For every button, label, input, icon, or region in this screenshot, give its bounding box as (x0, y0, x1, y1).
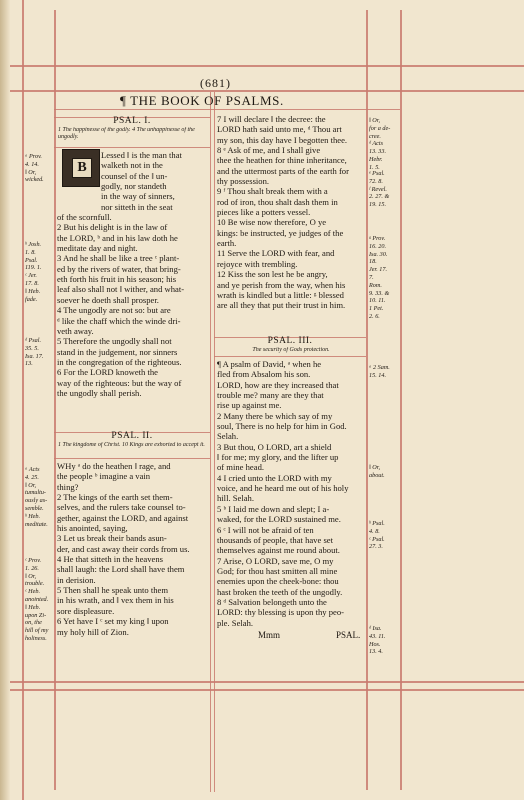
margin-note-line: 1. 26. (25, 564, 39, 572)
margin-note-line: ᵃ 2 Sam. (369, 364, 390, 371)
margin-note-line: anointed. (25, 595, 49, 603)
text-line: 2 Many there be which say of my (217, 410, 333, 421)
margin-note-line: 10. 11. (369, 297, 386, 305)
text-line: 8 ᵈ Salvation belongeth unto the (217, 596, 327, 607)
margin-note (369, 464, 400, 480)
text-line: in derision. (57, 574, 96, 585)
margin-note-line: on, the (25, 619, 42, 627)
text-line: shall laugh: the Lord shall have them (57, 564, 185, 575)
psalm3-heading: PSAL. III. (267, 336, 313, 346)
text-line: ‖ for me; my glory, and the lifter up (217, 452, 339, 463)
text-line: eth forth his fruit in his season; his (57, 274, 177, 285)
psalm1-heading: PSAL. I. (113, 116, 151, 126)
margin-note-line: ᶠ Revel. (369, 185, 387, 193)
text-line: hast broken the teeth of the ungodly. (217, 586, 343, 597)
rule-horizontal-top-b (10, 90, 524, 92)
margin-note (369, 170, 400, 209)
text-line: in the way of sinners, (101, 191, 175, 202)
text-line: way of the righteous: but the way of (57, 377, 182, 388)
margin-note-line: 19. 15. (369, 201, 387, 209)
margin-note (369, 117, 400, 172)
text-line: in his wrath, and ‖ vex them in his (57, 595, 174, 606)
text-line: 4 The ungodly are not so: but are (57, 305, 171, 316)
text-line: ple. Selah. (217, 617, 254, 628)
margin-note-line: 1. 5. (369, 163, 380, 171)
margin-note-line: holiness. (25, 634, 47, 642)
margin-note-line: 2. 6. (369, 312, 380, 320)
book-title: ¶ THE BOOK OF PSALMS. (120, 93, 284, 108)
psalm1-text (57, 150, 209, 398)
margin-note-line: ᵇ Psal. (369, 520, 385, 527)
margin-note (369, 364, 400, 380)
psalm2-continued-text (217, 114, 365, 311)
psalm2-text (57, 461, 209, 637)
rule-horizontal-head (54, 109, 400, 110)
margin-note-line: ‖ Or, (25, 481, 37, 489)
text-line: 5 Then shall he speak unto them (57, 585, 169, 596)
text-line: selves, and the rulers take counsel to- (57, 502, 186, 513)
margin-note-line: for a de- (369, 124, 391, 132)
text-line: thousands of people, that have set (217, 534, 333, 545)
text-line: 5 Therefore the ungodly shall not (57, 336, 172, 347)
margin-note-line: about. (369, 471, 385, 479)
rule-horizontal-bottom-b (10, 689, 524, 691)
margin-note-line: 16. 20. (369, 242, 387, 250)
text-line: nor sitteth in the seat (101, 201, 173, 212)
margin-note-line: 4. 8. (369, 527, 380, 535)
margin-note-line: hill of my (25, 627, 49, 635)
text-line: 3 But thou, O LORD, art a shield (217, 441, 332, 452)
text-line: 10 Be wise now therefore, O ye (217, 217, 327, 228)
margin-note-line: semble. (25, 504, 44, 512)
text-line: Lessed ‖ is the man that (101, 150, 182, 160)
margin-note-line: ᶜ Psal. (369, 535, 385, 543)
margin-note-line: 4. 14. (25, 160, 39, 168)
text-line: fled from Absalom his son. (217, 369, 311, 380)
text-line: rod of iron, thou shalt dash them in (217, 196, 338, 207)
margin-note-line: 35. 5. (25, 344, 39, 352)
text-line: kings: be instructed, ye judges of the (217, 227, 344, 238)
margin-note-line: Hos. (369, 640, 381, 648)
signature-mark: Mmm (258, 630, 281, 640)
text-line: 5 ᵇ I laid me down and slept; I a- (217, 503, 330, 514)
margin-note-line: 15. 14. (369, 371, 387, 379)
margin-note-line: 13. (25, 360, 33, 368)
margin-note (25, 153, 54, 184)
margin-note (25, 466, 54, 528)
margin-note-line: cree. (369, 132, 381, 140)
text-line: meditate day and night. (57, 243, 138, 254)
text-line: gether, against the LORD, and against (57, 512, 189, 523)
rule-psalm1-bottom (54, 147, 210, 148)
margin-note-line: 4. 25. (25, 473, 39, 481)
text-line: 3 Let us break their bands asun- (57, 533, 167, 544)
text-line: stand in the judgement, nor sinners (57, 346, 178, 357)
psalm3-summary: The security of Gods protection. (252, 347, 330, 353)
text-line: and ye perish from the way, when his (217, 279, 346, 290)
margin-note-line: ᵈ Acts (369, 140, 384, 148)
text-line: der, and cast away their cords from us. (57, 543, 190, 554)
text-line: rejoyce with trembling. (217, 258, 298, 269)
margin-note-line: 119. 1. (25, 264, 42, 272)
margin-note-line: ᵃ Acts (25, 466, 40, 473)
margin-note-line: ᶜ Heb. (25, 588, 41, 596)
text-line: earth. (217, 238, 237, 249)
text-line: veth away. (57, 325, 94, 336)
text-line: 11 Serve the LORD with fear, and (217, 248, 335, 259)
margin-note-line: ‖ Or, (25, 572, 37, 580)
margin-note-line: 17. 8. (25, 279, 39, 287)
text-line: in the congregation of the righteous. (57, 356, 182, 367)
margin-note-line: meditate. (25, 520, 48, 528)
margin-note-line: ᵍ Prov. (369, 235, 386, 242)
text-line: 12 Kiss the son lest he be angry, (217, 269, 328, 280)
text-line: 3 And he shall be like a tree ᶜ plant- (57, 253, 180, 264)
margin-note (369, 235, 400, 321)
text-line: 6 ᶜ I will not be afraid of ten (217, 524, 314, 535)
margin-note (369, 520, 400, 551)
margin-note-line: Isa. 17. (25, 352, 44, 360)
text-line: the LORD, ᵇ and in his law doth he (57, 232, 178, 243)
text-line: and the uttermost parts of the earth for (217, 165, 349, 176)
text-line: leaf also shall not ‖ wither, and what- (57, 284, 185, 295)
text-line: 6 For the LORD knoweth the (57, 367, 158, 378)
text-line: pieces like a potters vessel. (217, 207, 311, 218)
text-line: LORD: thy blessing is upon thy peo- (217, 607, 344, 618)
margin-note-line: ᶜ Prov. (25, 557, 42, 564)
page-number: (681) (200, 76, 231, 90)
margin-note-line: ‖ Heb. (25, 287, 41, 295)
margin-note (25, 241, 54, 303)
text-line: WHy ᵃ do the heathen ‖ rage, and (57, 461, 171, 471)
margin-note-line: ‖ Or, (369, 464, 381, 471)
text-line: my holy hill of Zion. (57, 626, 129, 637)
margin-note-line: ‖ Or, (25, 168, 37, 176)
rule-psalm2-bottom (54, 458, 210, 459)
margin-note-line: trouble. (25, 580, 45, 588)
text-line: of mine head. (217, 462, 265, 473)
margin-note-line: ᵈ Psal. (25, 337, 42, 344)
margin-note-line: ‖ Heb. (25, 603, 41, 611)
text-line: sore displeasure. (57, 605, 115, 616)
text-line: the ungodly shall perish. (57, 387, 142, 398)
text-line: thy possession. (217, 176, 270, 187)
margin-note-line: ᵇ Josh. (25, 241, 42, 248)
text-line: rise up against me. (217, 400, 282, 411)
margin-note (25, 337, 54, 368)
text-line: walketh not in the (101, 160, 163, 171)
text-line: 4 I cried unto the LORD with my (217, 472, 332, 483)
text-line: God; for thou hast smitten all mine (217, 565, 338, 576)
margin-note-line: ‖ Or, (369, 117, 381, 124)
margin-note-line: ously as- (25, 497, 48, 505)
margin-note-line: 2. 27. & (369, 193, 390, 201)
margin-note-line: Psal. (25, 256, 38, 264)
text-line: 6 Yet have I ᶜ set my king ‖ upon (57, 616, 169, 627)
margin-note-line: ᵈ Isa. (369, 625, 382, 632)
text-line: 7 Arise, O LORD, save me, O my (217, 555, 334, 566)
margin-note-line: 7. (369, 273, 374, 281)
text-line: of the scornfull. (57, 212, 112, 223)
margin-note-line: Isa. 30. (369, 250, 388, 258)
margin-note-line: 9. 33. & (369, 289, 390, 297)
psalm3-text (217, 359, 365, 628)
text-line: Selah. (217, 431, 239, 442)
binding-shadow (0, 0, 10, 800)
text-line: themselves against me round about. (217, 545, 340, 556)
margin-note-line: 43. 11. (369, 632, 386, 640)
margin-note-line: Jer. 17. (369, 266, 388, 274)
margin-note-line: tumultu- (25, 489, 46, 497)
margin-note (369, 625, 400, 656)
text-line: LORD hath said unto me, ᵈ Thou art (217, 124, 342, 135)
margin-note-line: 13. 33. (369, 148, 387, 156)
margin-note-line: ᶜ Jer. (25, 272, 37, 280)
text-line: wrath is kindled but a little: ᵍ blessed (217, 289, 344, 300)
rule-vertical-right-outer (400, 10, 402, 790)
margin-note-line: 1 Pet. (369, 305, 384, 313)
catchword: PSAL. (336, 630, 361, 640)
text-line: are all they that put their trust in him. (217, 300, 346, 311)
text-line: 8 ᵉ Ask of me, and I shall give (217, 145, 321, 156)
text-line: 7 I will declare ‖ the decree: the (217, 114, 326, 124)
rule-vertical-left-inner (54, 10, 56, 790)
text-line: 2 The kings of the earth set them- (57, 492, 173, 503)
margin-note-line: fade. (25, 295, 38, 303)
psalm1-summary: 1 The happinesse of the godly. 4 The unhappinesse of the ungodly. (58, 127, 195, 140)
text-line: soever he doeth shall prosper. (57, 294, 159, 305)
drop-cap-letter: B (72, 158, 92, 178)
text-line: ed by the rivers of water, that bring- (57, 263, 181, 274)
text-line: ᵈ like the chaff which the winde dri- (57, 315, 181, 326)
rule-psalm3-bottom (214, 356, 366, 357)
text-line: thee the heathen for thine inheritance, (217, 155, 347, 166)
rule-vertical-left-outer (22, 0, 24, 800)
margin-note-line: ᵉ Psal. (369, 170, 385, 177)
margin-note-line: 13. 4. (369, 648, 383, 656)
text-line: trouble me? many are they that (217, 390, 324, 401)
margin-note-line: wicked. (25, 176, 44, 184)
text-line: thing? (57, 481, 79, 492)
margin-note-line: 18. (369, 258, 377, 266)
psalm2-heading: PSAL. II. (111, 431, 153, 441)
text-line: LORD, how are they increased that (217, 379, 339, 390)
rule-horizontal-top-a (10, 65, 524, 67)
text-line: godly, nor standeth (101, 181, 167, 192)
margin-note (25, 557, 54, 643)
text-line: ¶ A psalm of David, ᵃ when he (217, 359, 322, 369)
text-line: soul, There is no help for him in God. (217, 421, 347, 432)
text-line: 4 He that sitteth in the heavens (57, 554, 163, 565)
psalm2-summary: 1 The kingdome of Christ. 10 Kings are exhorted to accept it. (58, 442, 205, 448)
margin-note-line: ᵃ Prov. (25, 153, 42, 160)
text-line: enemies upon the cheek-bone: thou (217, 576, 339, 587)
text-line: the people ᵇ imagine a vain (57, 471, 151, 482)
text-line: hill. Selah. (217, 493, 254, 504)
text-line: counsel of the ‖ un- (101, 170, 168, 181)
margin-note-line: Hebr. (369, 155, 383, 163)
text-line: my son, this day have I begotten thee. (217, 134, 348, 145)
margin-note-line: 1. 8. (25, 248, 36, 256)
text-line: waked, for the LORD sustained me. (217, 514, 341, 525)
rule-vertical-right-inner (366, 10, 368, 790)
margin-note-line: Rom. (369, 281, 382, 289)
margin-note-line: upon Zi- (25, 611, 47, 619)
margin-note-line: 27. 3. (369, 543, 383, 551)
text-line: his anointed, saying, (57, 523, 128, 534)
margin-note-line: 72. 8. (369, 177, 383, 185)
rule-vertical-center-a (210, 92, 211, 792)
text-line: 9 ᶠ Thou shalt break them with a (217, 186, 328, 197)
text-line: 2 But his delight is in the law of (57, 222, 168, 233)
rule-vertical-center-b (214, 92, 215, 792)
text-line: voice, and he heard me out of his holy (217, 483, 349, 494)
rule-horizontal-bottom-a (10, 681, 524, 683)
margin-note-line: ᵇ Heb. (25, 512, 41, 520)
